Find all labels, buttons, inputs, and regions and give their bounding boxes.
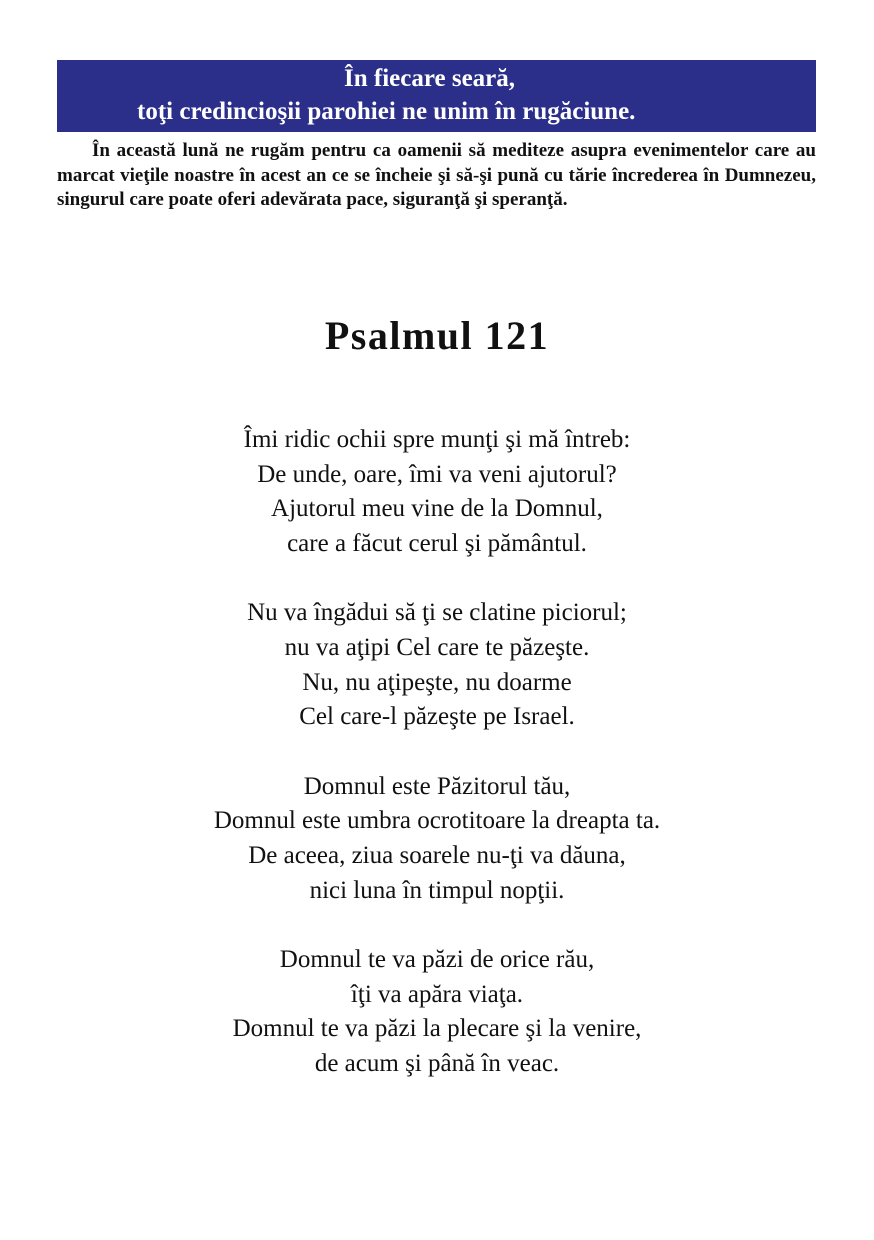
banner-line-2: toţi credincioşii parohiei ne unim în rugăciune. bbox=[137, 98, 636, 125]
verse-line: De unde, oare, îmi va veni ajutorul? bbox=[257, 460, 617, 488]
verse-line: Îmi ridic ochii spre munţi şi mă întreb: bbox=[243, 426, 631, 453]
verse-line: care a făcut cerul şi pământul. bbox=[287, 529, 587, 557]
verse-line: Nu, nu aţipeşte, nu doarme bbox=[302, 668, 572, 696]
psalm-body bbox=[0, 423, 874, 1117]
verse-line: De aceea, ziua soarele nu-ţi va dăuna, bbox=[248, 841, 626, 869]
stanza-2 bbox=[0, 596, 874, 734]
verse-line: nu va aţipi Cel care te păzeşte. bbox=[284, 633, 590, 661]
verse-line: Domnul este umbra ocrotitoare la dreapta ta. bbox=[213, 807, 661, 835]
verse-line: nici luna în timpul nopţii. bbox=[309, 876, 565, 904]
verse-line: Domnul te va păzi de orice rău, bbox=[279, 946, 595, 974]
verse-line: Domnul este Păzitorul tău, bbox=[303, 772, 571, 800]
intro-paragraph: În această lună ne rugăm pentru ca oamenii să mediteze asupra evenimentelor care au marcat vieţile noastre în acest an ce se încheie şi să-şi pună cu tărie încrederea în Dumnezeu, singurul care poate oferi adevărata pace, siguranţă şi speranţă. bbox=[57, 140, 816, 210]
header-banner bbox=[57, 60, 816, 132]
verse-line: îţi va apăra viaţa. bbox=[350, 980, 524, 1008]
verse-line: Nu va îngădui să ţi se clatine piciorul; bbox=[247, 599, 627, 627]
verse-line: Ajutorul meu vine de la Domnul, bbox=[271, 495, 603, 523]
verse-line: Domnul te va păzi la plecare şi la venire, bbox=[232, 1015, 642, 1043]
banner-line-1: În fiecare seară, bbox=[344, 65, 516, 92]
psalm-title: Psalmul 121 bbox=[324, 313, 550, 358]
verse-line: Cel care-l păzeşte pe Israel. bbox=[299, 703, 575, 731]
stanza-1 bbox=[0, 423, 874, 561]
verse-line: de acum şi până în veac. bbox=[314, 1049, 560, 1077]
stanza-3 bbox=[0, 770, 874, 908]
stanza-4 bbox=[0, 943, 874, 1081]
